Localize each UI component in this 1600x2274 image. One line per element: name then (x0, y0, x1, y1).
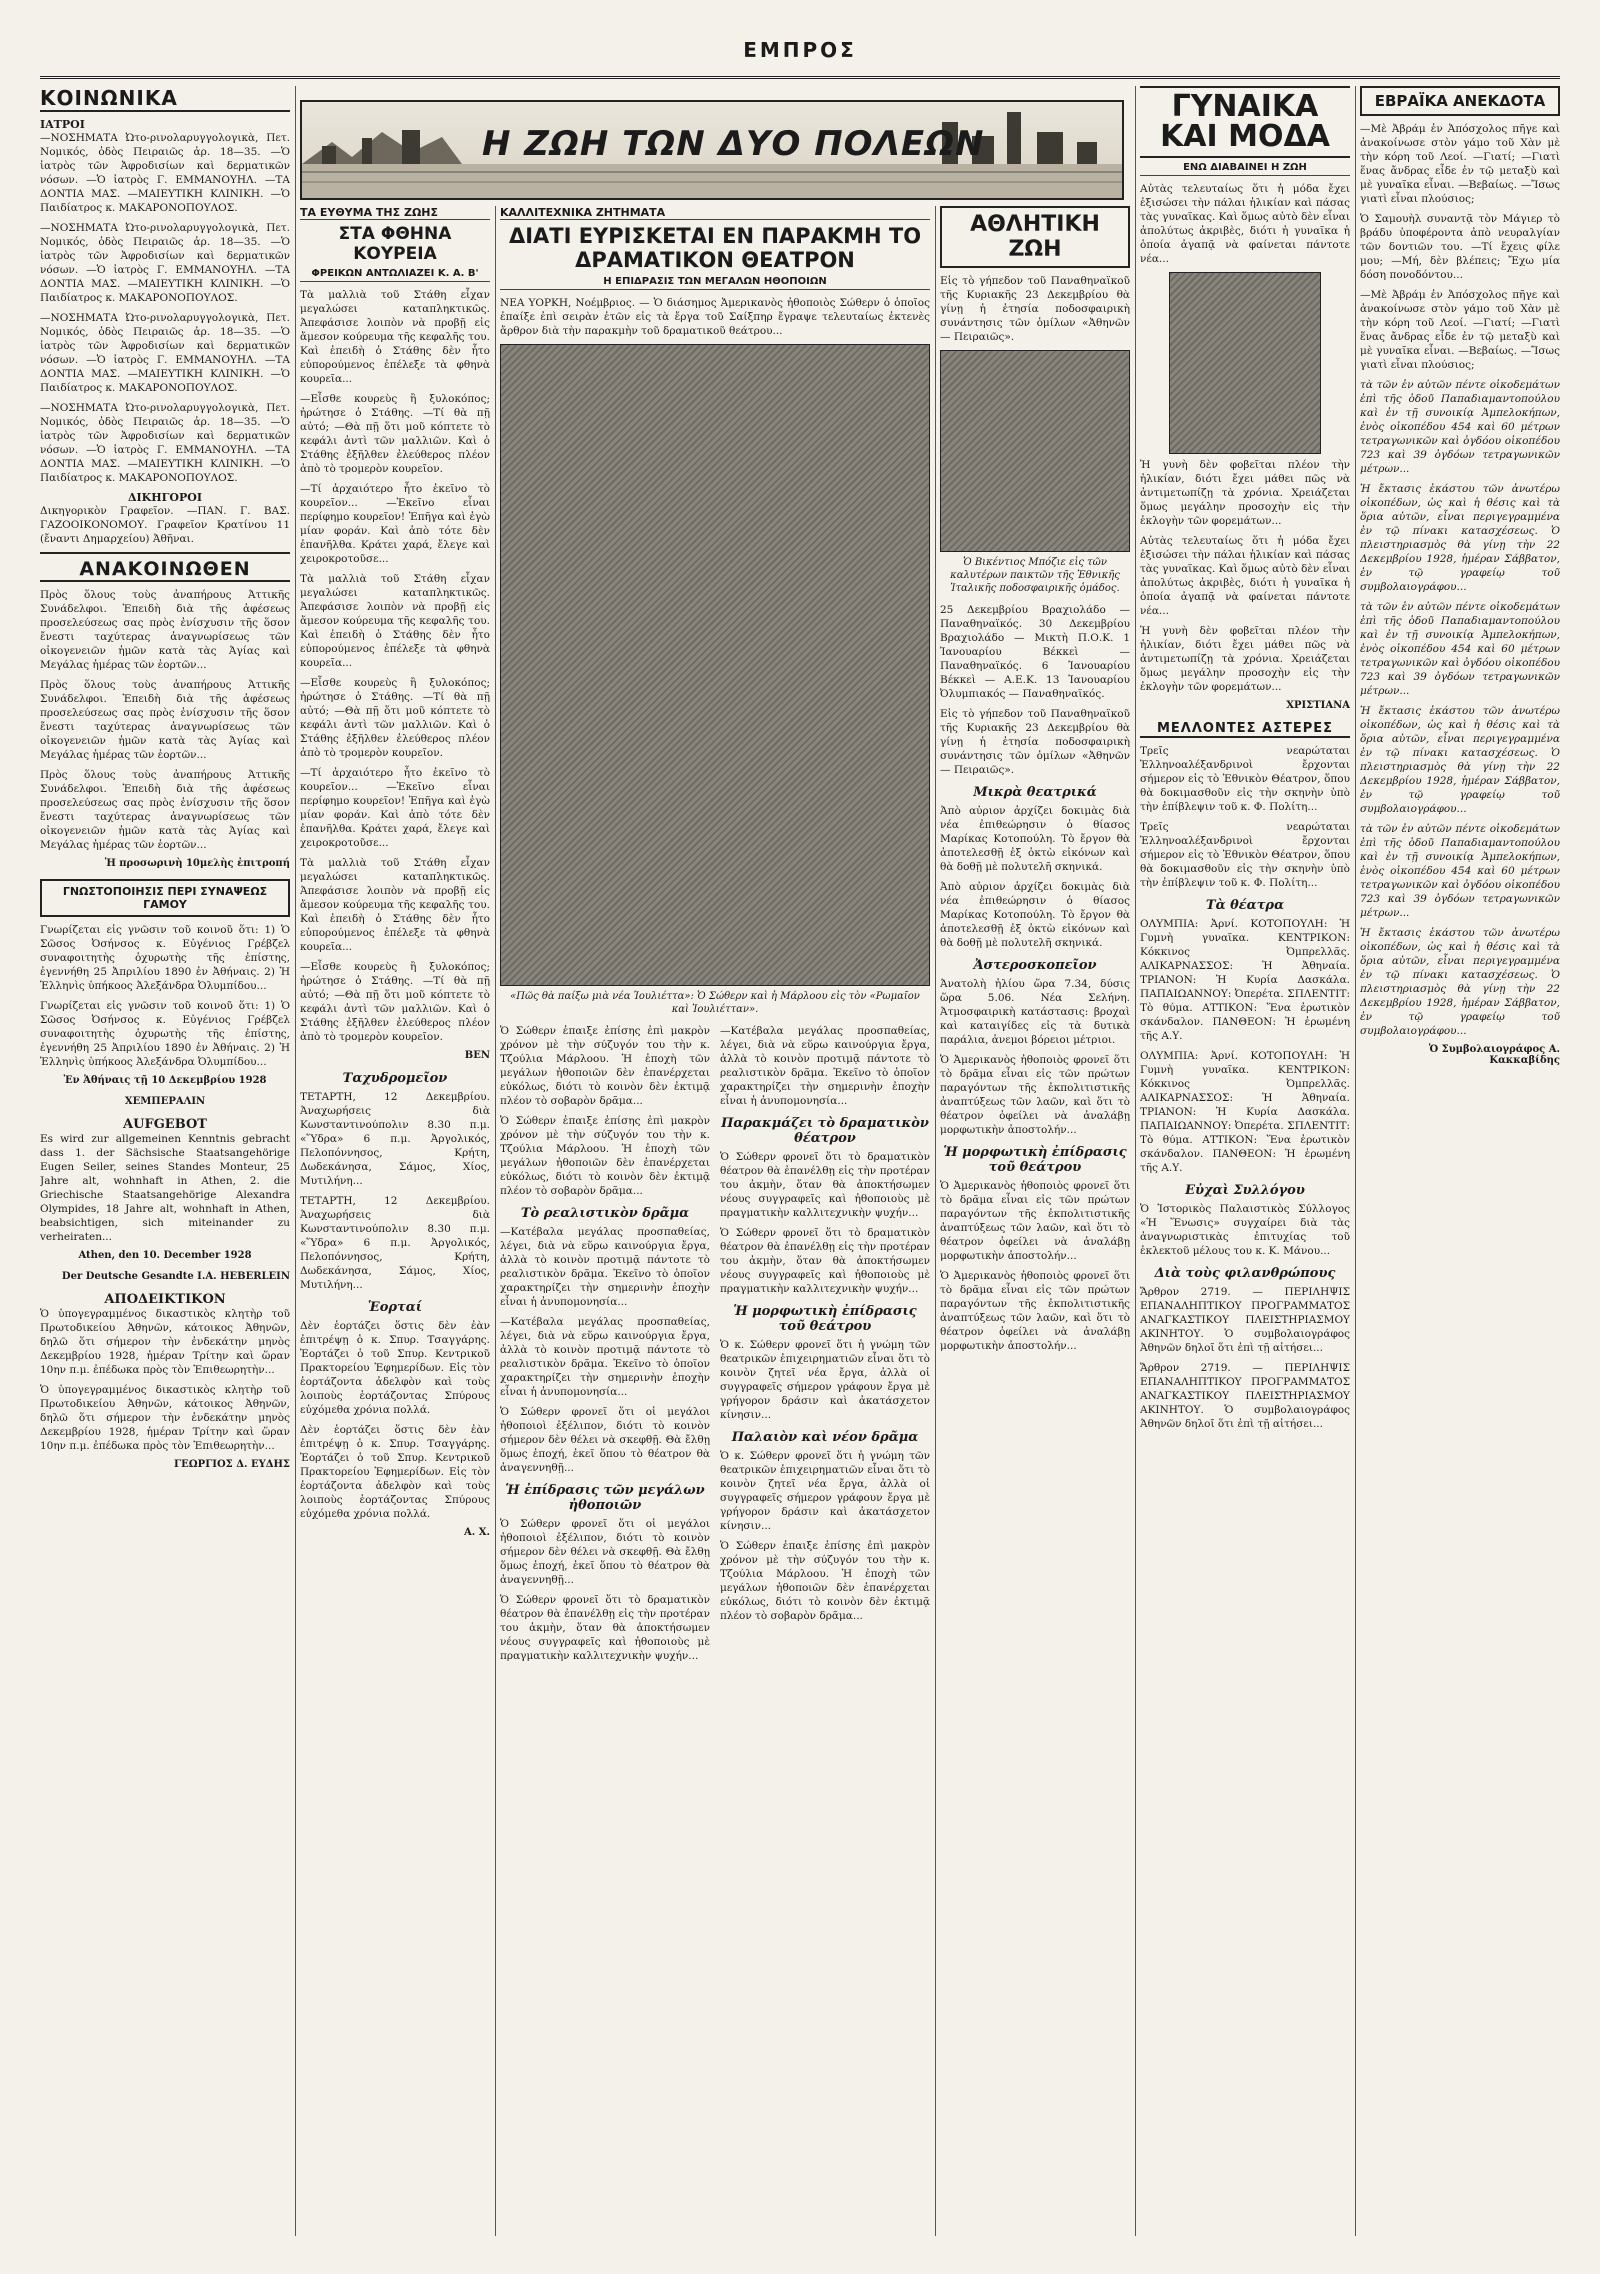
humor-headline: ΣΤΑ ΦΘΗΝΑ ΚΟΥΡΕΙΑ (338, 224, 452, 264)
doctors-text: —ΝΟΣΗΜΑΤΑ Ὠτο-ρινολαρυγγολογικὰ, Πετ. Νομικός, ὁδὸς Πειραιῶς ἀρ. 18—35. —Ὁ ἰατρὸς τῶν Ἀφροδισίων καὶ δερματικῶν νόσων. —Ὁ ἰατρὸς Γ. ΕΜΜΑΝΟΥΗΛ. —ΤΑ ΔΟΝΤΙΑ ΜΑΣ. —ΜΑΙΕΥΤΙΚΗ ΚΛΙΝΙΚΗ. —Ὁ Παιδίατρος κ. ΜΑΚΑΡΟΝΟΠΟΥΛΟΣ. (40, 132, 290, 214)
theatre-text: —Κατέβαλα μεγάλας προσπαθείας, λέγει, διὰ νὰ εὕρω καινούργια ἔργα, ἀλλὰ τὸ κοινὸν προτιμᾷ πάντοτε τὸ ρεαλιστικὸν δρᾶμα. Ἐκεῖνο τὸ ὁποῖον χαρακτηρίζει τὴν σημερινὴν ἐποχὴν εἶναι ἡ ἀνυπομονησία... (500, 1316, 710, 1398)
humor-signature: ΒΕΝ (464, 1050, 490, 1061)
announcement-title: ΑΝΑΚΟΙΝΩΘΕΝ (40, 552, 290, 582)
announcement-text: Πρὸς ὅλους τοὺς ἀναπήρους Ἀττικῆς Συνάδελφοι. Ἐπειδὴ διὰ τῆς ἀφέσεως προσελεύσεως σας πρὸς ἐνίσχυσιν τῆς ὅσον ἔνεστι ταχύτερας ἀναγνωρίσεως τῶν οἰκογενειῶν ἡμῶν κατὰ τὰς Ἀγίας καὶ Μεγάλας ἡμέρας τῶν ἑορτῶν... (40, 589, 290, 671)
woman-fashion-text: Ἡ γυνὴ δὲν φοβεῖται πλέον τὴν ἡλικίαν, διότι ἔχει μάθει πῶς νὰ ἀντιμετωπίζῃ τὰ χρόνια. Χρειάζεται ὅμως μεγάλην προσοχὴν εἰς τὴν ἐκλογὴν τῶν φορεμάτων... (1140, 625, 1350, 693)
theatre-text: Ὁ Σώθερν ἐπαιξε ἐπίσης ἐπὶ μακρὸν χρόνον μὲ τὴν σύζυγόν του τὴν κ. Τζούλια Μάρλοου. Ἡ ἐποχὴ τῶν μεγάλων ἠθοποιῶν δὲν ἐπανέρχεται εὐκόλως, διότι τὸ κοινὸν δὲν ἐκτιμᾷ πλέον τὸ σοβαρὸν δρᾶμα... (500, 1025, 710, 1107)
sports-photo-caption: Ὁ Βικέντιος Μπόζιε εἰς τῶν καλυτέρων παικτῶν τῆς Ἐθνικῆς Ἰταλικῆς ποδοσφαιρικῆς ὁμάδος. (950, 557, 1120, 594)
column-social (40, 86, 290, 2236)
theatre-photo (500, 344, 930, 986)
club-wishes-title: Εὐχαὶ Συλλόγου (1185, 1183, 1305, 1198)
theatre-subhead: Τὸ ρεαλιστικὸν δρᾶμα (520, 1206, 690, 1221)
woman-fashion-signature: ΧΡΙΣΤΙΑΝΑ (1286, 700, 1350, 711)
theatre-subhead: Ἡ μορφωτικὴ ἐπίδρασις τοῦ θεάτρου (733, 1304, 917, 1334)
column-woman-fashion (1140, 86, 1350, 2236)
woman-fashion-subtitle: ΕΝΩ ΔΙΑΒΑΙΝΕΙ Η ΖΩΗ (1140, 162, 1350, 176)
future-stars-text: Τρεῖς νεαρώταται Ἑλληνοαλέξανδρινοὶ ἔρχονται σήμερον εἰς τὸ Ἐθνικὸν Θέατρον, ὅπου θὰ δοκιμασθοῦν εἰς τὴν σκηνὴν ὑπὸ τὴν ἐπίβλεψιν τοῦ κ. Φ. Πολίτη... (1140, 745, 1350, 813)
lawyers-label: ΔΙΚΗΓΟΡΟΙ (127, 491, 203, 504)
sports-text: Εἰς τὸ γήπεδον τοῦ Παναθηναϊκοῦ τῆς Κυριακῆς 23 Δεκεμβρίου θὰ γίνῃ ἡ ἐτησία ποδοσφαιρικὴ συνάντησις τῶν ὁμίλων «Ἀθηνῶν — Πειραιῶς». (940, 275, 1130, 343)
name-days-text: Δὲν ἑορτάζει ὅστις δὲν ἐὰν ἐπιτρέψῃ ὁ κ. Σπυρ. Τσαγγάρης. Ἑορτάζει ὁ τοῦ Σπυρ. Κεντρικοῦ Πρακτορείου Ἐφημερίδων. Εἰς τὸν ἑορτάζοντα ἀδελφὸν καὶ τοὺς λοιποὺς ἑορτάζοντας Σπύρους εὐχόμεθα χρόνια πολλά. (300, 1320, 490, 1416)
observatory-text: Ἀνατολὴ ἡλίου ὥρα 7.34, δύσις ὥρα 5.06. Νέα Σελήνη. Ἀτμοσφαιρικὴ κατάστασις: βροχαὶ καὶ καταιγίδες εἰς τὰ δυτικὰ παράλια, ἀνεμοι βόρειοι μέτριοι. (940, 978, 1130, 1046)
certificate-text: Ὁ ὑπογεγραμμένος δικαστικὸς κλητὴρ τοῦ Πρωτοδικείου Ἀθηνῶν, κάτοικος Ἀθηνῶν, δηλῶ ὅτι σήμερον τὴν ἐνδεκάτην μηνὸς Δεκεμβρίου 1928, ἡμέραν Τρίτην καὶ ὥραν 10ην π.μ. ἐπέδωκα πρὸς τὸν Ἐπιθεωρητὴν... (40, 1308, 290, 1376)
theatre-text: Ὁ κ. Σώθερν φρονεῖ ὅτι ἡ γνώμη τῶν θεατρικῶν ἐπιχειρηματιῶν εἶναι ὅτι τὸ κοινὸν ζητεῖ νέα ἔργα, ἀλλὰ οἱ συγγραφεῖς σήμερον γράφουν ἔργα μὲ γρήγορον δράσιν καὶ ἀκατάσχετον κίνησιν... (720, 1450, 930, 1532)
doctors-text: —ΝΟΣΗΜΑΤΑ Ὠτο-ρινολαρυγγολογικὰ, Πετ. Νομικός, ὁδὸς Πειραιῶς ἀρ. 18—35. —Ὁ ἰατρὸς τῶν Ἀφροδισίων καὶ δερματικῶν νόσων. —Ὁ ἰατρὸς Γ. ΕΜΜΑΝΟΥΗΛ. —ΤΑ ΔΟΝΤΙΑ ΜΑΣ. —ΜΑΙΕΥΤΙΚΗ ΚΛΙΝΙΚΗ. —Ὁ Παιδίατρος κ. ΜΑΚΑΡΟΝΟΠΟΥΛΟΣ. (40, 402, 290, 484)
humor-text: —Τί ἀρχαιότερο ἦτο ἐκεῖνο τὸ κουρεῖον... —Ἐκεῖνο εἶναι περίφημο κουρεῖον! Ἐπῆγα καὶ ἐγὼ μίαν φοράν. Καὶ ἀπὸ τότε δὲν ἐπανῆλθα. Κράτει χαρά, ἔλεγε καὶ χειροκροτοῦσε... (300, 767, 490, 849)
column-rule (935, 206, 936, 2236)
section-title-koinonika: ΚΟΙΝΩΝΙΚΑ (40, 86, 290, 112)
theatre-text: Ὁ Σώθερν ἐπαιξε ἐπίσης ἐπὶ μακρὸν χρόνον μὲ τὴν σύζυγόν του τὴν κ. Τζούλια Μάρλοου. Ἡ ἐποχὴ τῶν μεγάλων ἠθοποιῶν δὲν ἐπανέρχεται εὐκόλως, διότι τὸ κοινὸν δὲν ἐκτιμᾷ πλέον τὸ σοβαρὸν δρᾶμα... (500, 1115, 710, 1197)
sports-text: Ὁ Ἀμερικανὸς ἠθοποιὸς φρονεῖ ὅτι τὸ δρᾶμα εἶναι εἰς τῶν πρώτων παραγόντων τῆς ἐκπολιτιστικῆς ἀναπτύξεως τῶν λαῶν, καὶ ὅτι τὸ θέατρον ὀφείλει νὰ ἀναλάβῃ μορφωτικὴν ἀποστολήν... (940, 1054, 1130, 1136)
woman-fashion-text: Ἡ γυνὴ δὲν φοβεῖται πλέον τὴν ἡλικίαν, διότι ἔχει μάθει πῶς νὰ ἀντιμετωπίζῃ τὰ χρόνια. Χρειάζεται ὅμως μεγάλην προσοχὴν εἰς τὴν ἐκλογὴν τῶν φορεμάτων... (1140, 459, 1350, 527)
banner-title: Η ΖΩΗ ΤΩΝ ΔΥΟ ΠΟΛΕΩΝ (482, 124, 985, 164)
theatre-influence-text: Ὁ Ἀμερικανὸς ἠθοποιὸς φρονεῖ ὅτι τὸ δρᾶμα εἶναι εἰς τῶν πρώτων παραγόντων τῆς ἐκπολιτιστικῆς ἀναπτύξεως τῶν λαῶν, καὶ ὅτι τὸ θέατρον ὀφείλει νὰ ἀναλάβῃ μορφωτικὴν ἀποστολήν... (940, 1270, 1130, 1352)
doctors-label: ΙΑΤΡΟΙ (40, 118, 85, 131)
marriage-notice-date: Ἐν Ἀθήναις τῇ 10 Δεκεμβρίου 1928 (63, 1075, 267, 1086)
theatre-influence-text: Ὁ Ἀμερικανὸς ἠθοποιὸς φρονεῖ ὅτι τὸ δρᾶμα εἶναι εἰς τῶν πρώτων παραγόντων τῆς ἐκπολιτιστικῆς ἀναπτύξεως τῶν λαῶν, καὶ ὅτι τὸ θέατρον ὀφείλει νὰ ἀναλάβῃ μορφωτικὴν ἀποστολήν... (940, 1180, 1130, 1262)
newspaper-name: ΕΜΠΡΟΣ (743, 38, 857, 62)
column-sports (940, 206, 1130, 2236)
anecdotes-title: ΕΒΡΑΪΚΑ ΑΝΕΚΔΟΤΑ (1360, 86, 1560, 116)
post-office-text: ΤΕΤΑΡΤΗ, 12 Δεκεμβρίου. Ἀναχωρήσεις διὰ Κωνσταντινούπολιν 8.30 π.μ. «Ὕδρα» 6 π.μ. Ἀργολικός, Πελοπόννησος, Κρήτη, Δωδεκάνησα, Σάμος, Χίος, Μυτιλήνη... (300, 1091, 490, 1187)
column-rule (1135, 86, 1136, 2236)
charity-title: Διὰ τοὺς φιλανθρώπους (1154, 1266, 1336, 1281)
woman-fashion-title: ΓΥΝΑΙΚΑ ΚΑΙ ΜΟΔΑ (1140, 86, 1350, 158)
charity-text: Ἄρθρον 2719. — ΠΕΡΙΛΗΨΙΣ ΕΠΑΝΑΛΗΠΤΙΚΟΥ ΠΡΟΓΡΑΜΜΑΤΟΣ ΑΝΑΓΚΑΣΤΙΚΟΥ ΠΛΕΙΣΤΗΡΙΑΣΜΟΥ ΑΚΙΝΗΤΟΥ. Ὁ συμβολαιογράφος Ἀθηνῶν δηλοῖ ὅτι ἐπὶ τῇ αἰτήσει... (1140, 1286, 1350, 1354)
auction-text: Ἡ ἔκτασις ἑκάστου τῶν ἀνωτέρω οἰκοπέδων, ὡς καὶ ἡ θέσις καὶ τὰ ὅρια αὐτῶν, εἶναι περιγεγραμμένα ἐν τῷ πίνακι κατασχέσεως. Ὁ πλειστηριασμὸς θὰ γίνῃ τὴν 22 Δεκεμβρίου 1928, ἡμέραν Σάββατον, ἐν τῷ γραφείῳ τοῦ συμβολαιογράφου... (1360, 927, 1560, 1037)
woman-fashion-text: Αὐτὰς τελευταίως ὅτι ἡ μόδα ἔχει ἐξισώσει τὴν πάλαι ἡλικίαν καὶ πάσας τὰς γυναῖκας. Καὶ ὅμως αὐτὸ δὲν εἶναι ἀπολύτως ἀκριβὲς, διότι ἡ γυναῖκα ἡ ὁποία ἀγαπᾷ νὰ φαίνεται πάντοτε νέα... (1140, 183, 1350, 265)
auction-text: τὰ τῶν ἐν αὐτῶν πέντε οἰκοδεμάτων ἐπὶ τῆς ὁδοῦ Παπαδιαμαντοπούλου καὶ ἐν τῇ συνοικίᾳ Ἀμπελοκήπων, ἑνὸς οἰκοπέδου 454 καὶ 60 μέτρων τετραγωνικῶν καὶ ὀγδόου οἰκοπέδου 723 καὶ 39 ὀγδόων τετραγωνικῶν μέτρων... (1360, 379, 1560, 475)
aufgebot-text: Es wird zur allgemeinen Kenntnis gebracht dass 1. der Sächsische Staatsangehörige Eugen Seiler, seines Standes Monteur, 25 Jahre alt, wohnhaft in Athen, 2. die Griechische Staatsangehörige Alexandra Olympides, 18 Jahre alt, wohnhaft in Athen, beabsichtigen, sich miteinander zu verheiraten... (40, 1133, 290, 1243)
humor-text: —Τί ἀρχαιότερο ἦτο ἐκεῖνο τὸ κουρεῖον... —Ἐκεῖνο εἶναι περίφημο κουρεῖον! Ἐπῆγα καὶ ἐγὼ μίαν φοράν. Καὶ ἀπὸ τότε δὲν ἐπανῆλθα. Κράτει χαρά, ἔλεγε καὶ χειροκροτοῦσε... (300, 483, 490, 565)
humor-kicker: ΤΑ ΕΥΘΥΜΑ ΤΗΣ ΖΩΗΣ (300, 206, 490, 220)
column-jewish-anecdotes (1360, 86, 1560, 2236)
theatre-kicker: ΚΑΛΛΙΤΕΧΝΙΚΑ ΖΗΤΗΜΑΤΑ (500, 206, 930, 220)
lawyers-text: Δικηγορικὸν Γραφεῖον. —ΠΑΝ. Γ. ΒΑΣ. ΓΑΖΟΟΙΚΟΝΟΜΟΥ. Γραφεῖον Κρατίνου 11 (ἔναντι Δημαρχείου) Ἀθῆναι. (40, 505, 290, 545)
future-stars-text: Τρεῖς νεαρώταται Ἑλληνοαλέξανδρινοὶ ἔρχονται σήμερον εἰς τὸ Ἐθνικὸν Θέατρον, ὅπου θὰ δοκιμασθοῦν εἰς τὴν σκηνὴν ὑπὸ τὴν ἐπίβλεψιν τοῦ κ. Φ. Πολίτη... (1140, 821, 1350, 889)
humor-text: —Εἶσθε κουρεὺς ἢ ξυλοκόπος; ἠρώτησε ὁ Στάθης. —Τί θὰ πῇ αὐτό; —Θὰ πῇ ὅτι μοῦ κόπτετε τὸ κεφάλι ἀντὶ τῶν μαλλιῶν. Καὶ ὁ Στάθης ἐξῆλθεν ἐλεύθερος πλέον ἀπὸ τὸ τρομερὸν κουρεῖον. (300, 961, 490, 1043)
theatre-text: Ὁ Σώθερν φρονεῖ ὅτι οἱ μεγάλοι ἠθοποιοὶ ἐξέλιπον, διότι τὸ κοινὸν σήμερον δὲν θέλει νὰ σκεφθῇ. Θὰ ἔλθῃ ὅμως ἐποχή, ἐκεῖ ὅπου τὸ θέατρον θὰ ἀναγεννηθῇ... (500, 1518, 710, 1586)
humor-text: Τὰ μαλλιὰ τοῦ Στάθη εἶχαν μεγαλώσει καταπληκτικῶς. Ἀπεφάσισε λοιπὸν νὰ προβῇ εἰς ἄμεσον κούρευμα τῆς κεφαλῆς του. Καὶ ἐπειδὴ ὁ Στάθης δὲν ἦτο εὐπορούμενος ἐπέλεξε τὰ φθηνὰ κουρεῖα... (300, 573, 490, 669)
theatres-text: ΟΛΥΜΠΙΑ: Ἀρνί. ΚΟΤΟΠΟΥΛΗ: Ἡ Γυμνὴ γυναῖκα. ΚΕΝΤΡΙΚΟΝ: Κόκκινος Ὀμπρελλᾶς. ΑΛΙΚΑΡΝΑΣΣΟΣ: Ἡ Ἀθηναία. ΤΡΙΑΝΟΝ: Ἡ Κυρία Δασκάλα. ΠΑΠΑΙΩΑΝΝΟΥ: Ὀπερέτα. ΣΠΛΕΝΤΙΤ: Τὸ θύμα. ΑΤΤΙΚΟΝ: Ἕνα ἐρωτικὸν σκάνδαλον. ΠΑΝΘΕΟΝ: Ἡ ἐρωμένη τῆς Α.Υ. (1140, 1050, 1350, 1174)
theatre-text: Ὁ Σώθερν φρονεῖ ὅτι τὸ δραματικὸν θέατρον θὰ ἐπανέλθῃ εἰς τὴν προτέραν του ἀκμὴν, ὅταν θὰ ἀποκτήσωμεν νέους συγγραφεῖς καὶ ἠθοποιοὺς μὲ πραγματικὴν καλλιτεχνικὴν ψυχήν... (500, 1594, 710, 1662)
theatre-lead: ΝΕΑ ΥΟΡΚΗ, Νοέμβριος. — Ὁ διάσημος Ἀμερικανὸς ἠθοποιὸς Σώθερν ὁ ὁποῖος ἐπαίξε ἐπὶ σειρὰν ἐτῶν εἰς τὰ ἔργα τοῦ Σαίξπηρ ἔγραψε τελευταίως ἐκτενὲς ἄρθρον διὰ τὴν παρακμὴν τοῦ δραματικοῦ θεάτρου... (500, 297, 930, 337)
theatre-subhead: Παλαιὸν καὶ νέον δρᾶμα (731, 1430, 919, 1445)
charity-text: Ἄρθρον 2719. — ΠΕΡΙΛΗΨΙΣ ΕΠΑΝΑΛΗΠΤΙΚΟΥ ΠΡΟΓΡΑΜΜΑΤΟΣ ΑΝΑΓΚΑΣΤΙΚΟΥ ΠΛΕΙΣΤΗΡΙΑΣΜΟΥ ΑΚΙΝΗΤΟΥ. Ὁ συμβολαιογράφος Ἀθηνῶν δηλοῖ ὅτι ἐπὶ τῇ αἰτήσει... (1140, 1362, 1350, 1430)
theatre-text: Ὁ Σώθερν ἐπαιξε ἐπίσης ἐπὶ μακρὸν χρόνον μὲ τὴν σύζυγόν του τὴν κ. Τζούλια Μάρλοου. Ἡ ἐποχὴ τῶν μεγάλων ἠθοποιῶν δὲν ἐπανέρχεται εὐκόλως, διότι τὸ κοινὸν δὲν ἐκτιμᾷ πλέον τὸ σοβαρὸν δρᾶμα... (720, 1540, 930, 1622)
sports-text: Εἰς τὸ γήπεδον τοῦ Παναθηναϊκοῦ τῆς Κυριακῆς 23 Δεκεμβρίου θὰ γίνῃ ἡ ἐτησία ποδοσφαιρικὴ συνάντησις τῶν ὁμίλων «Ἀθηνῶν — Πειραιῶς». (940, 708, 1130, 776)
masthead (40, 30, 1560, 79)
theatre-text: Ὁ Σώθερν φρονεῖ ὅτι οἱ μεγάλοι ἠθοποιοὶ ἐξέλιπον, διότι τὸ κοινὸν σήμερον δὲν θέλει νὰ σκεφθῇ. Θὰ ἔλθῃ ὅμως ἐποχή, ἐκεῖ ὅπου τὸ θέατρον θὰ ἀναγεννηθῇ... (500, 1406, 710, 1474)
marriage-notice-text: Γνωρίζεται εἰς γνῶσιν τοῦ κοινοῦ ὅτι: 1) Ὁ Σῶσος Ὀσήνσος κ. Εὐγένιος Γρέβζελ συναφοιτητὴς ὀχυρωτὴς τῆς ἐπίστης, ἐγεννήθη 25 Ἀπριλίου 1890 ἐν Ἀθήναις. 2) Ἡ Ἑλληνὶς ὑπήκοος Ἀλεξάνδρα Ὀλυμπίδου... (40, 924, 290, 992)
announcement-text: Πρὸς ὅλους τοὺς ἀναπήρους Ἀττικῆς Συνάδελφοι. Ἐπειδὴ διὰ τῆς ἀφέσεως προσελεύσεως σας πρὸς ἐνίσχυσιν τῆς ὅσον ἔνεστι ταχύτερας ἀναγνωρίσεως τῶν οἰκογενειῶν ἡμῶν κατὰ τὰς Ἀγίας καὶ Μεγάλας ἡμέρας τῶν ἑορτῶν... (40, 679, 290, 761)
sports-title: ΑΘΛΗΤΙΚΗ ΖΩΗ (940, 206, 1130, 268)
theatre-text: —Κατέβαλα μεγάλας προσπαθείας, λέγει, διὰ νὰ εὕρω καινούργια ἔργα, ἀλλὰ τὸ κοινὸν προτιμᾷ πάντοτε τὸ ρεαλιστικὸν δρᾶμα. Ἐκεῖνο τὸ ὁποῖον χαρακτηρίζει τὴν σημερινὴν ἐποχὴν εἶναι ἡ ἀνυπομονησία... (500, 1226, 710, 1308)
anecdote-text: Ὁ Σαμουὴλ συναντᾷ τὸν Μάγιερ τὸ βράδυ ὑποφέροντα ἀπὸ νευραλγίαν τῶν δοντιῶν του. —Τί ἔχεις φίλε μου; —Μή, δὲν βλέπεις; Ἔχω μία δόση πονοδόντου... (1360, 213, 1560, 281)
theatres-text: ΟΛΥΜΠΙΑ: Ἀρνί. ΚΟΤΟΠΟΥΛΗ: Ἡ Γυμνὴ γυναῖκα. ΚΕΝΤΡΙΚΟΝ: Κόκκινος Ὀμπρελλᾶς. ΑΛΙΚΑΡΝΑΣΣΟΣ: Ἡ Ἀθηναία. ΤΡΙΑΝΟΝ: Ἡ Κυρία Δασκάλα. ΠΑΠΑΙΩΑΝΝΟΥ: Ὀπερέτα. ΣΠΛΕΝΤΙΤ: Τὸ θύμα. ΑΤΤΙΚΟΝ: Ἕνα ἐρωτικὸν σκάνδαλον. ΠΑΝΘΕΟΝ: Ἡ ἐρωμένη τῆς Α.Υ. (1140, 918, 1350, 1042)
doctors-text: —ΝΟΣΗΜΑΤΑ Ὠτο-ρινολαρυγγολογικὰ, Πετ. Νομικός, ὁδὸς Πειραιῶς ἀρ. 18—35. —Ὁ ἰατρὸς τῶν Ἀφροδισίων καὶ δερματικῶν νόσων. —Ὁ ἰατρὸς Γ. ΕΜΜΑΝΟΥΗΛ. —ΤΑ ΔΟΝΤΙΑ ΜΑΣ. —ΜΑΙΕΥΤΙΚΗ ΚΛΙΝΙΚΗ. —Ὁ Παιδίατρος κ. ΜΑΚΑΡΟΝΟΠΟΥΛΟΣ. (40, 222, 290, 304)
column-rule (495, 206, 496, 2236)
theatre-influence-title: Ἡ μορφωτικὴ ἐπίδρασις τοῦ θεάτρου (943, 1145, 1127, 1175)
theatres-title: Τὰ θέατρα (1205, 898, 1285, 913)
sports-photo (940, 350, 1130, 552)
doctors-text: —ΝΟΣΗΜΑΤΑ Ὠτο-ρινολαρυγγολογικὰ, Πετ. Νομικός, ὁδὸς Πειραιῶς ἀρ. 18—35. —Ὁ ἰατρὸς τῶν Ἀφροδισίων καὶ δερματικῶν νόσων. —Ὁ ἰατρὸς Γ. ΕΜΜΑΝΟΥΗΛ. —ΤΑ ΔΟΝΤΙΑ ΜΑΣ. —ΜΑΙΕΥΤΙΚΗ ΚΛΙΝΙΚΗ. —Ὁ Παιδίατρος κ. ΜΑΚΑΡΟΝΟΠΟΥΛΟΣ. (40, 312, 290, 394)
minor-theatre-text: Ἀπὸ αὐριον ἀρχίζει δοκιμὰς διὰ νέα ἐπιθεώρησιν ὁ θίασος Μαρίκας Κοτοπούλη. Τὸ ἔργον θὰ ἀποτελεσθῇ ἐξ ὀκτὼ εἰκόνων καὶ θὰ δοθῇ μὲ πολυτελῆ σκηνικά. (940, 805, 1130, 873)
theatre-subtitle: Η ΕΠΙΔΡΑΣΙΣ ΤΩΝ ΜΕΓΑΛΩΝ ΗΘΟΠΟΙΩΝ (500, 276, 930, 290)
auction-text: Ἡ ἔκτασις ἑκάστου τῶν ἀνωτέρω οἰκοπέδων, ὡς καὶ ἡ θέσις καὶ τὰ ὅρια αὐτῶν, εἶναι περιγεγραμμένα ἐν τῷ πίνακι κατασχέσεως. Ὁ πλειστηριασμὸς θὰ γίνῃ τὴν 22 Δεκεμβρίου 1928, ἡμέραν Σάββατον, ἐν τῷ γραφείῳ τοῦ συμβολαιογράφου... (1360, 705, 1560, 815)
humor-text: Τὰ μαλλιὰ τοῦ Στάθη εἶχαν μεγαλώσει καταπληκτικῶς. Ἀπεφάσισε λοιπὸν νὰ προβῇ εἰς ἄμεσον κούρευμα τῆς κεφαλῆς του. Καὶ ἐπειδὴ ὁ Στάθης δὲν ἦτο εὐπορούμενος ἐπέλεξε τὰ φθηνὰ κουρεῖα... (300, 289, 490, 385)
name-days-title: Ἑορταί (367, 1300, 423, 1315)
name-days-signature: Α. Χ. (464, 1527, 490, 1538)
auction-signature: Ὁ Συμβολαιογράφος Α. Κακκαβίδης (1428, 1044, 1560, 1066)
marriage-notice-signature: ΧΕΜΠΕΡΑΛΙΝ (124, 1096, 206, 1107)
theatre-subhead: Παρακμάζει τὸ δραματικὸν θέατρον (721, 1116, 929, 1146)
announcement-text: Πρὸς ὅλους τοὺς ἀναπήρους Ἀττικῆς Συνάδελφοι. Ἐπειδὴ διὰ τῆς ἀφέσεως προσελεύσεως σας πρὸς ἐνίσχυσιν τῆς ὅσον ἔνεστι ταχύτερας ἀναγνωρίσεως τῶν οἰκογενειῶν ἡμῶν κατὰ τὰς Ἀγίας καὶ Μεγάλας ἡμέρας τῶν ἑορτῶν... (40, 769, 290, 851)
humor-text: —Εἶσθε κουρεὺς ἢ ξυλοκόπος; ἠρώτησε ὁ Στάθης. —Τί θὰ πῇ αὐτό; —Θὰ πῇ ὅτι μοῦ κόπτετε τὸ κεφάλι ἀντὶ τῶν μαλλιῶν. Καὶ ὁ Στάθης ἐξῆλθεν ἐλεύθερος πλέον ἀπὸ τὸ τρομερὸν κουρεῖον. (300, 393, 490, 475)
theatre-text: Ὁ Σώθερν φρονεῖ ὅτι τὸ δραματικὸν θέατρον θὰ ἐπανέλθῃ εἰς τὴν προτέραν του ἀκμὴν, ὅταν θὰ ἀποκτήσωμεν νέους συγγραφεῖς καὶ ἠθοποιοὺς μὲ πραγματικὴν καλλιτεχνικὴν ψυχήν... (720, 1151, 930, 1219)
woman-fashion-text: Αὐτὰς τελευταίως ὅτι ἡ μόδα ἔχει ἐξισώσει τὴν πάλαι ἡλικίαν καὶ πάσας τὰς γυναῖκας. Καὶ ὅμως αὐτὸ δὲν εἶναι ἀπολύτως ἀκριβὲς, διότι ἡ γυναῖκα ἡ ὁποία ἀγαπᾷ νὰ φαίνεται πάντοτε νέα... (1140, 535, 1350, 617)
certificate-title: ΑΠΟΔΕΙΚΤΙΚΟΝ (104, 1292, 226, 1307)
theatre-text: Ὁ Σώθερν φρονεῖ ὅτι τὸ δραματικὸν θέατρον θὰ ἐπανέλθῃ εἰς τὴν προτέραν του ἀκμὴν, ὅταν θὰ ἀποκτήσωμεν νέους συγγραφεῖς καὶ ἠθοποιοὺς μὲ πραγματικὴν καλλιτεχνικὴν ψυχήν... (720, 1227, 930, 1295)
club-wishes-text: Ὁ Ἱστορικὸς Παλαιστικὸς Σύλλογος «Ἡ Ἕνωσις» συγχαίρει διὰ τὰς ἀναγνωριστικὰς ἐπιτυχίας τοῦ ἐκλεκτοῦ μέλους του κ. Κ. Μάνου... (1140, 1203, 1350, 1257)
fashion-photo (1169, 272, 1321, 454)
marriage-notice-text: Γνωρίζεται εἰς γνῶσιν τοῦ κοινοῦ ὅτι: 1) Ὁ Σῶσος Ὀσήνσος κ. Εὐγένιος Γρέβζελ συναφοιτητὴς ὀχυρωτὴς τῆς ἐπίστης, ἐγεννήθη 25 Ἀπριλίου 1890 ἐν Ἀθήναις. 2) Ἡ Ἑλληνὶς ὑπήκοος Ἀλεξάνδρα Ὀλυμπίδου... (40, 1000, 290, 1068)
theatre-text: —Κατέβαλα μεγάλας προσπαθείας, λέγει, διὰ νὰ εὕρω καινούργια ἔργα, ἀλλὰ τὸ κοινὸν προτιμᾷ πάντοτε τὸ ρεαλιστικὸν δρᾶμα. Ἐκεῖνο τὸ ὁποῖον χαρακτηρίζει τὴν σημερινὴν ἐποχὴν εἶναι ἡ ἀνυπομονησία... (720, 1025, 930, 1107)
aufgebot-title: AUFGEBOT (123, 1117, 207, 1132)
announcement-signature: Ἡ προσωρινὴ 10μελὴς ἐπιτροπή (104, 858, 290, 869)
minor-theatre-text: Ἀπὸ αὐριον ἀρχίζει δοκιμὰς διὰ νέα ἐπιθεώρησιν ὁ θίασος Μαρίκας Κοτοπούλη. Τὸ ἔργον θὰ ἀποτελεσθῇ ἐξ ὀκτὼ εἰκόνων καὶ θὰ δοθῇ μὲ πολυτελῆ σκηνικά. (940, 881, 1130, 949)
humor-text: Τὰ μαλλιὰ τοῦ Στάθη εἶχαν μεγαλώσει καταπληκτικῶς. Ἀπεφάσισε λοιπὸν νὰ προβῇ εἰς ἄμεσον κούρευμα τῆς κεφαλῆς του. Καὶ ἐπειδὴ ὁ Στάθης δὲν ἦτο εὐπορούμενος ἐπέλεξε τὰ φθηνὰ κουρεῖα... (300, 857, 490, 953)
theatre-text: Ὁ κ. Σώθερν φρονεῖ ὅτι ἡ γνώμη τῶν θεατρικῶν ἐπιχειρηματιῶν εἶναι ὅτι τὸ κοινὸν ζητεῖ νέα ἔργα, ἀλλὰ οἱ συγγραφεῖς σήμερον γράφουν ἔργα μὲ γρήγορον δράσιν καὶ ἀκατάσχετον κίνησιν... (720, 1339, 930, 1421)
auction-text: τὰ τῶν ἐν αὐτῶν πέντε οἰκοδεμάτων ἐπὶ τῆς ὁδοῦ Παπαδιαμαντοπούλου καὶ ἐν τῇ συνοικίᾳ Ἀμπελοκήπων, ἑνὸς οἰκοπέδου 454 καὶ 60 μέτρων τετραγωνικῶν καὶ ὀγδόου οἰκοπέδου 723 καὶ 39 ὀγδόων τετραγωνικῶν μέτρων... (1360, 823, 1560, 919)
theatre-headline: ΔΙΑΤΙ ΕΥΡΙΣΚΕΤΑΙ ΕΝ ΠΑΡΑΚΜΗ ΤΟ ΔΡΑΜΑΤΙΚΟΝ ΘΕΑΤΡΟΝ (508, 224, 922, 272)
anecdote-text: —Μὲ Ἀβράμ ἐν Ἀπόσχολος πῆγε καὶ ἀνακοίνωσε στὸν γάμο τοῦ Χὰν μὲ τὴν κόρη τοῦ Λεοί. —Γιατί; —Γιατὶ ἕνας ἄνδρας εἶδε ἐν τῷ μεταξὺ καὶ μὲ γυναῖκα εἶναι. —Βεβαίως. —Ἴσως γιατὶ εἶναι πλούσιος; (1360, 289, 1560, 371)
auction-text: Ἡ ἔκτασις ἑκάστου τῶν ἀνωτέρω οἰκοπέδων, ὡς καὶ ἡ θέσις καὶ τὰ ὅρια αὐτῶν, εἶναι περιγεγραμμένα ἐν τῷ πίνακι κατασχέσεως. Ὁ πλειστηριασμὸς θὰ γίνῃ τὴν 22 Δεκεμβρίου 1928, ἡμέραν Σάββατον, ἐν τῷ γραφείῳ τοῦ συμβολαιογράφου... (1360, 483, 1560, 593)
future-stars-title: ΜΕΛΛΟΝΤΕΣ ΑΣΤΕΡΕΣ (1140, 721, 1350, 738)
two-cities-banner (300, 100, 1124, 200)
anecdote-text: —Μὲ Ἀβράμ ἐν Ἀπόσχολος πῆγε καὶ ἀνακοίνωσε στὸν γάμο τοῦ Χὰν μὲ τὴν κόρη τοῦ Λεοί. —Γιατί; —Γιατὶ ἕνας ἄνδρας εἶδε ἐν τῷ μεταξὺ καὶ μὲ γυναῖκα εἶναι. —Βεβαίως. —Ἴσως γιατὶ εἶναι πλούσιος; (1360, 123, 1560, 205)
certificate-text: Ὁ ὑπογεγραμμένος δικαστικὸς κλητὴρ τοῦ Πρωτοδικείου Ἀθηνῶν, κάτοικος Ἀθηνῶν, δηλῶ ὅτι σήμερον τὴν ἐνδεκάτην μηνὸς Δεκεμβρίου 1928, ἡμέραν Τρίτην καὶ ὥραν 10ην π.μ. ἐπέδωκα πρὸς τὸν Ἐπιθεωρητὴν... (40, 1384, 290, 1452)
column-humor (300, 206, 490, 2236)
post-office-title: Ταχυδρομεῖον (342, 1071, 448, 1086)
minor-theatre-title: Μικρὰ θεατρικά (973, 785, 1097, 800)
aufgebot-date: Athen, den 10. December 1928 (78, 1250, 252, 1261)
auction-text: τὰ τῶν ἐν αὐτῶν πέντε οἰκοδεμάτων ἐπὶ τῆς ὁδοῦ Παπαδιαμαντοπούλου καὶ ἐν τῇ συνοικίᾳ Ἀμπελοκήπων, ἑνὸς οἰκοπέδου 454 καὶ 60 μέτρων τετραγωνικῶν καὶ ὀγδόου οἰκοπέδου 723 καὶ 39 ὀγδόων τετραγωνικῶν μέτρων... (1360, 601, 1560, 697)
column-theatre (500, 206, 930, 2236)
observatory-title: Ἀστεροσκοπεῖον (973, 958, 1097, 973)
humor-text: —Εἶσθε κουρεὺς ἢ ξυλοκόπος; ἠρώτησε ὁ Στάθης. —Τί θὰ πῇ αὐτό; —Θὰ πῇ ὅτι μοῦ κόπτετε τὸ κεφάλι ἀντὶ τῶν μαλλιῶν. Καὶ ὁ Στάθης ἐξῆλθεν ἐλεύθερος πλέον ἀπὸ τὸ τρομερὸν κουρεῖον. (300, 677, 490, 759)
theatre-subhead: Ἡ ἐπίδρασις τῶν μεγάλων ἠθοποιῶν (505, 1483, 705, 1513)
humor-byline: ΦΡΕΙΚΩΝ ΑΝΤΩΛΙΑΖΕΙ Κ. Α. Β' (300, 268, 490, 282)
certificate-signature: ΓΕΩΡΓΙΟΣ Δ. ΕΥΔΗΣ (174, 1459, 290, 1470)
name-days-text: Δὲν ἑορτάζει ὅστις δὲν ἐὰν ἐπιτρέψῃ ὁ κ. Σπυρ. Τσαγγάρης. Ἑορτάζει ὁ τοῦ Σπυρ. Κεντρικοῦ Πρακτορείου Ἐφημερίδων. Εἰς τὸν ἑορτάζοντα ἀδελφὸν καὶ τοὺς λοιποὺς ἑορτάζοντας Σπύρους εὐχόμεθα χρόνια πολλά. (300, 1424, 490, 1520)
aufgebot-signature: Der Deutsche Gesandte I.A. HEBERLEIN (61, 1271, 290, 1282)
post-office-text: ΤΕΤΑΡΤΗ, 12 Δεκεμβρίου. Ἀναχωρήσεις διὰ Κωνσταντινούπολιν 8.30 π.μ. «Ὕδρα» 6 π.μ. Ἀργολικός, Πελοπόννησος, Κρήτη, Δωδεκάνησα, Σάμος, Χίος, Μυτιλήνη... (300, 1195, 490, 1291)
sports-fixtures: 25 Δεκεμβρίου Βραχιολάδο — Παναθηναϊκός. 30 Δεκεμβρίου Βραχιολάδο — Μικτὴ Π.Ο.Κ. 1 Ἰανουαρίου Βέκκεὶ — Παναθηναϊκός. 6 Ἰανουαρίου Βέκκεὶ — Α.Ε.Κ. 13 Ἰανουαρίου Ὀλυμπιακός — Παναθηναϊκός. (940, 604, 1130, 700)
marriage-notice-title: ΓΝΩΣΤΟΠΟΙΗΣΙΣ ΠΕΡΙ ΣΥΝΑΨΕΩΣ ΓΑΜΟΥ (40, 879, 290, 917)
theatre-photo-caption: «Πῶς θὰ παίξω μιὰ νέα Ἰουλιέττα»: Ὁ Σώθερν καὶ ἡ Μάρλοου εἰς τὸν «Ρωμαῖον καὶ Ἰουλιέτταν». (510, 991, 920, 1015)
column-rule (295, 86, 296, 2236)
column-rule (1355, 86, 1356, 2236)
